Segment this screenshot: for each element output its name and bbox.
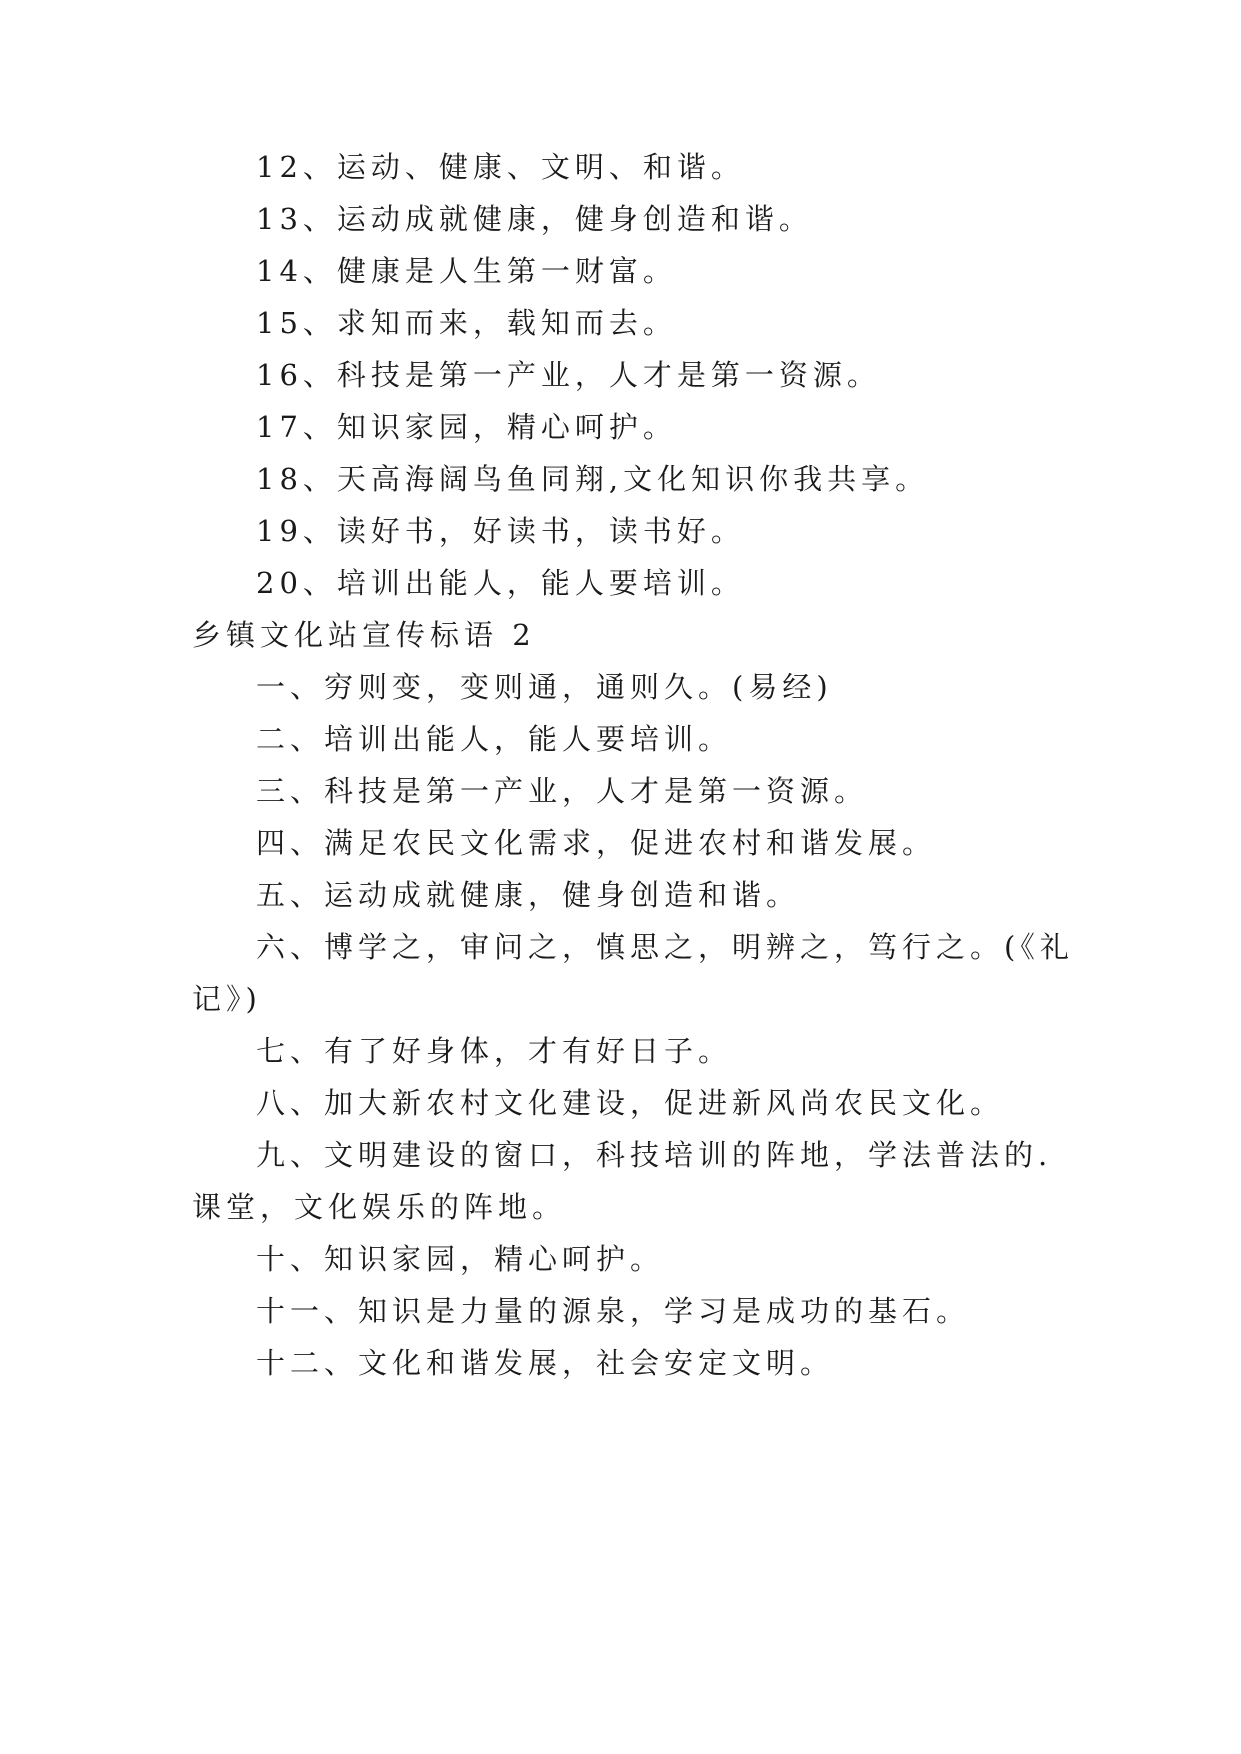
- slogan-line: 13、运动成就健康，健身创造和谐。: [256, 202, 813, 236]
- slogan-line: 17、知识家园，精心呵护。: [256, 410, 677, 444]
- slogan-line: 七、有了好身体，才有好日子。: [256, 1034, 733, 1068]
- slogan-line: 六、博学之，审问之，慎思之，明辨之，笃行之。(《礼: [256, 930, 1074, 964]
- slogan-line: 14、健康是人生第一财富。: [256, 254, 677, 288]
- slogan-line: 五、运动成就健康，健身创造和谐。: [256, 878, 801, 912]
- slogan-line: 12、运动、健康、文明、和谐。: [256, 150, 745, 184]
- slogan-line: 八、加大新农村文化建设，促进新风尚农民文化。: [256, 1086, 1005, 1120]
- slogan-line: 九、文明建设的窗口，科技培训的阵地，学法普法的.: [256, 1138, 1053, 1172]
- section-title: 乡镇文化站宣传标语 2: [192, 618, 536, 652]
- slogan-line: 十一、知识是力量的源泉，学习是成功的基石。: [256, 1294, 971, 1328]
- slogan-line-continued: 记》): [192, 982, 262, 1016]
- slogan-line: 一、穷则变，变则通，通则久。(易经): [256, 670, 833, 704]
- slogan-line: 19、读好书，好读书，读书好。: [256, 514, 745, 548]
- slogan-line: 二、培训出能人，能人要培训。: [256, 722, 733, 756]
- slogan-line: 十、知识家园，精心呵护。: [256, 1242, 665, 1276]
- slogan-line: 三、科技是第一产业，人才是第一资源。: [256, 774, 869, 808]
- slogan-line: 15、求知而来，载知而去。: [256, 306, 677, 340]
- slogan-line: 18、天高海阔鸟鱼同翔,文化知识你我共享。: [256, 462, 930, 496]
- slogan-line: 20、培训出能人，能人要培训。: [256, 566, 745, 600]
- slogan-line: 16、科技是第一产业，人才是第一资源。: [256, 358, 881, 392]
- slogan-line-continued: 课堂，文化娱乐的阵地。: [192, 1190, 567, 1224]
- slogan-line: 十二、文化和谐发展，社会安定文明。: [256, 1346, 835, 1380]
- slogan-line: 四、满足农民文化需求，促进农村和谐发展。: [256, 826, 937, 860]
